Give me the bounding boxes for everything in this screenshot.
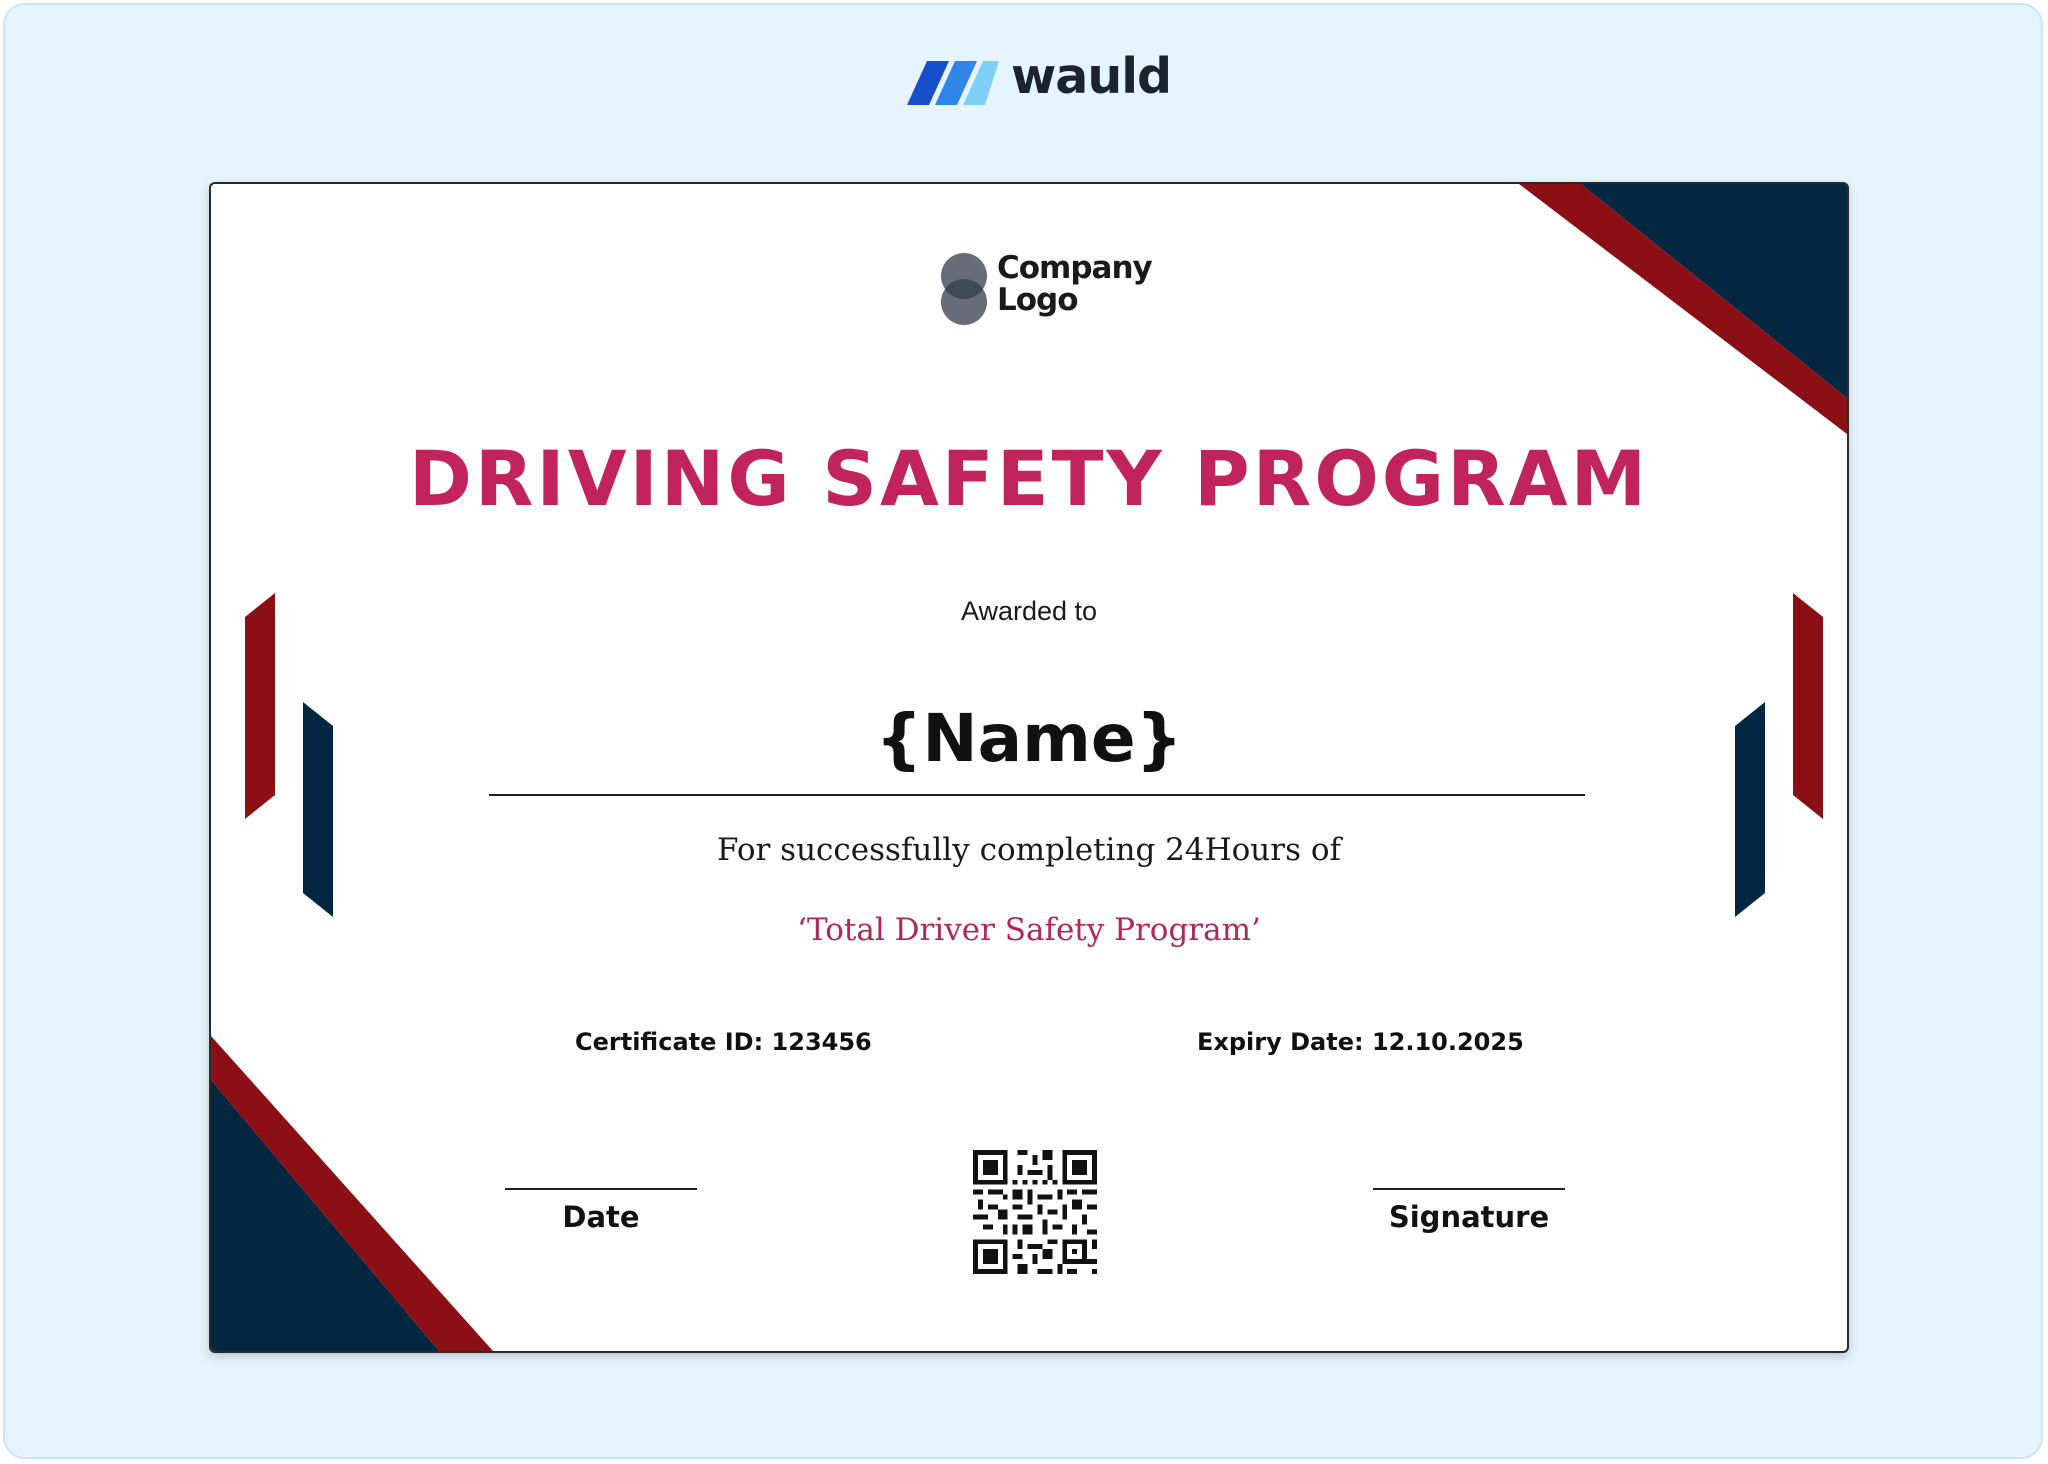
company-logo-line2: Logo bbox=[997, 282, 1078, 318]
wauld-brand bbox=[893, 49, 1171, 105]
wauld-stripes-logo-icon bbox=[893, 49, 999, 105]
name-underline bbox=[489, 794, 1585, 796]
completion-text: For successfully completing 24Hours of bbox=[717, 832, 1341, 868]
company-logo-line1: Company bbox=[997, 250, 1152, 286]
date-label: Date bbox=[562, 1200, 640, 1234]
company-logo bbox=[940, 252, 1150, 326]
brand-name: wauld bbox=[1011, 48, 1172, 105]
certificate-title: DRIVING SAFETY PROGRAM bbox=[408, 434, 1650, 523]
date-line bbox=[505, 1188, 697, 1190]
signature-line bbox=[1373, 1188, 1565, 1190]
overlapping-circles-icon bbox=[940, 252, 990, 326]
page-background bbox=[3, 3, 2043, 1459]
certificate-card bbox=[209, 182, 1849, 1353]
certificate-id: Certificate ID: 123456 bbox=[575, 1028, 872, 1056]
expiry-date: Expiry Date: 12.10.2025 bbox=[1197, 1028, 1524, 1056]
qr-code-icon bbox=[973, 1150, 1097, 1274]
company-logo-text bbox=[997, 252, 1152, 316]
bottom-left-navy-corner bbox=[211, 1080, 439, 1351]
signature-label: Signature bbox=[1388, 1200, 1550, 1234]
recipient-name: {Name} bbox=[875, 700, 1183, 777]
bottom-left-red-stripe bbox=[211, 1036, 493, 1351]
program-name: ‘Total Driver Safety Program’ bbox=[797, 912, 1261, 948]
top-right-red-stripe bbox=[1519, 184, 1847, 434]
awarded-to-label: Awarded to bbox=[960, 596, 1098, 626]
top-right-navy-corner bbox=[1581, 184, 1847, 398]
